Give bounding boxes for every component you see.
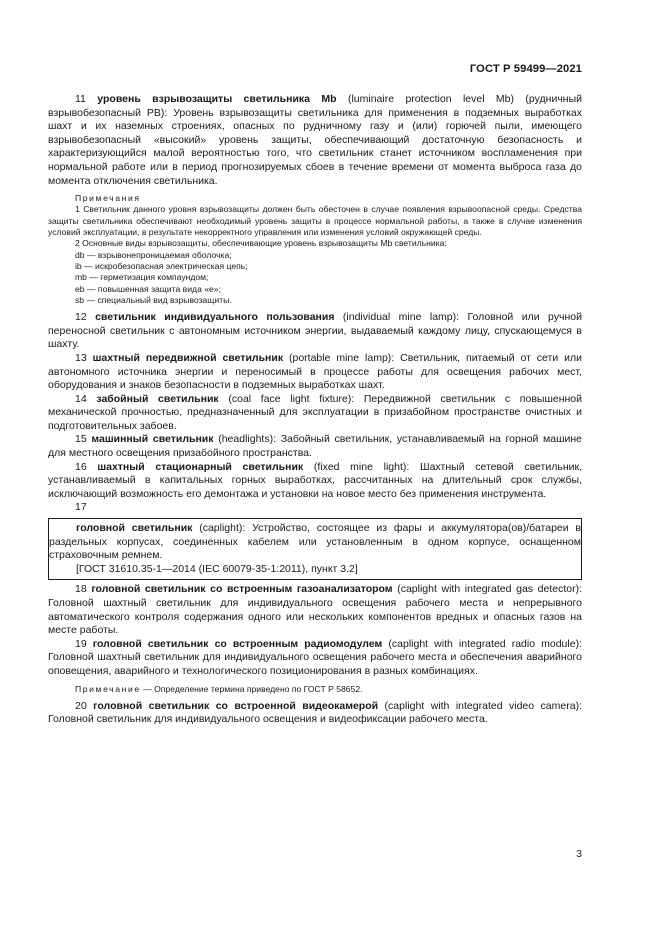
term-17: [49, 522, 581, 563]
term-18: [48, 583, 582, 637]
term-11: [48, 93, 582, 188]
list-item: mb — герметизация компаундом;: [75, 272, 209, 283]
term-name: головной светильник со встроенным радиомодулем: [92, 637, 383, 650]
term-definition: (coal face light fixture): Передвижной светильник с повышенной механической прочностью, предназначенный для эксплуатации в призабойном пространстве очистных и подготовительных забоев.: [48, 392, 583, 432]
term-number: 13: [75, 351, 87, 364]
note-1: 1 Светильник данного уровня взрывозащиты должен быть обесточен в случае появления взрывоопасной среды. Средства защиты светильника обеспечивают необходимый уровень защиты в процессе нормальной работы, а также в случае изменения условий эксплуатации, в результате некорректного управления или изменения условий окружающей среды.: [48, 204, 582, 238]
document-body: [48, 93, 582, 727]
term-name: шахтный стационарный светильник: [97, 460, 304, 473]
term-definition: (portable mine lamp): Светильник, питаемый от сети или автономного источника энергии и переносимый в процессе работы для освещения рабочих мест, оборудования и знаков безопасности в подземных выработках шахт.: [48, 351, 582, 392]
note-text: — Определение термина приведено по ГОСТ Р 58652.: [140, 683, 363, 694]
term-definition: (caplight with integrated video camera): Головной светильник для индивидуального освещения и видеофиксации рабочего места.: [48, 699, 582, 726]
term-number: 18: [75, 583, 87, 596]
term-name: забойный светильник: [96, 392, 219, 405]
term-number: 14: [75, 392, 87, 405]
term-name: головной светильник: [76, 522, 193, 535]
term-name: головной светильник со встроенным газоанализатором: [91, 583, 393, 596]
term-number: 20: [75, 699, 87, 712]
term-17-number: 17: [75, 501, 87, 514]
list-item: ib — искробезопасная электрическая цепь;: [75, 260, 248, 271]
term-12: [48, 311, 582, 352]
term-name: шахтный передвижной светильник: [92, 351, 284, 364]
term-definition: (fixed mine light): Шахтный сетевой светильник, устанавливаемый в капитальных горных выработках, рассчитанных на длительный срок службы, исключающий возможность его демонтажа и установки на новое место без применения инструмента.: [48, 460, 582, 500]
term-number: 15: [75, 433, 87, 446]
note-2: 2 Основные виды взрывозащиты, обеспечивающие уровень взрывозащиты Mb светильника:: [75, 238, 447, 249]
term-19: [48, 638, 582, 679]
list-item: eb — повышенная защита вида «е»;: [75, 283, 221, 294]
term-definition: (luminaire protection level Mb) (рудничный взрывобезопасный РВ): Уровень взрывозащиты светильника для применения в подземных выработках шахт и их наземных строениях, опасных по рудничному газу и (или) горючей пыли, имеющего взрывобезопасный «высокий» уровень защиты, обеспечивающий достаточную безопасность и характеризующийся малой вероятностью того, что светильник станет источником воспламенения при нормальной работе или в период прогнозируемых сбоев в течение времени от момента выброса газа до момента отключения светильника.: [48, 93, 582, 187]
term-17-source: [ГОСТ 31610.35-1—2014 (IEC 60079-35-1:2011), пункт 3.2]: [76, 562, 358, 575]
term-20: [48, 700, 582, 727]
term-14: [48, 393, 582, 434]
term-number: 12: [75, 311, 87, 324]
notes-title: Примечания: [75, 193, 141, 204]
term-definition: (caplight with integrated gas detector): Головной шахтный светильник для индивидуального освещения рабочего места и непрерывного автоматического контроля содержания одного или нескольких компонентов вредных и опасных газов на месте работы.: [48, 583, 583, 637]
term-definition: (caplight with integrated radio module): Головной шахтный светильник для индивидуального освещения рабочего места и обеспечения аварийного оповещения, аварийного и технологического позиционирования в разных комбинациях.: [48, 637, 582, 677]
note-label: Примечание: [75, 683, 141, 694]
term-15: [48, 433, 582, 460]
list-item: db — взрывонепроницаемая оболочка;: [75, 249, 232, 260]
document-header: ГОСТ Р 59499—2021: [469, 63, 582, 75]
term-definition: (headlights): Забойный светильник, устанавливаемый на горной машине для местного освещения призабойного пространства.: [48, 433, 582, 460]
term-name: машинный светильник: [91, 433, 214, 446]
term-number: 11: [75, 93, 86, 105]
page-number: 3: [576, 848, 582, 860]
term-definition: (caplight): Устройство, состоящее из фары и аккумулятора(ов)/батареи в раздельных корпусах, соединенных кабелем или установленным в одном корпусе, оснащенном страховочным ремнем.: [49, 522, 581, 562]
note-19: [48, 684, 582, 695]
term-name: светильник индивидуального пользования: [95, 311, 335, 324]
term-name: головной светильник со встроенной видеокамерой: [93, 699, 379, 712]
term-13: [48, 352, 582, 393]
term-17-box: [48, 518, 582, 580]
term-16: [48, 461, 582, 502]
term-number: 16: [75, 460, 87, 473]
term-number: 19: [75, 637, 87, 650]
term-definition: (individual mine lamp): Головной или ручной переносной светильник с автономным источником энергии, выдаваемый каждому лицу, спускающемуся в шахту.: [48, 311, 582, 351]
term-name: уровень взрывозащиты светильника Mb: [97, 93, 337, 105]
list-item: sb — специальный вид взрывозащиты.: [75, 294, 232, 305]
